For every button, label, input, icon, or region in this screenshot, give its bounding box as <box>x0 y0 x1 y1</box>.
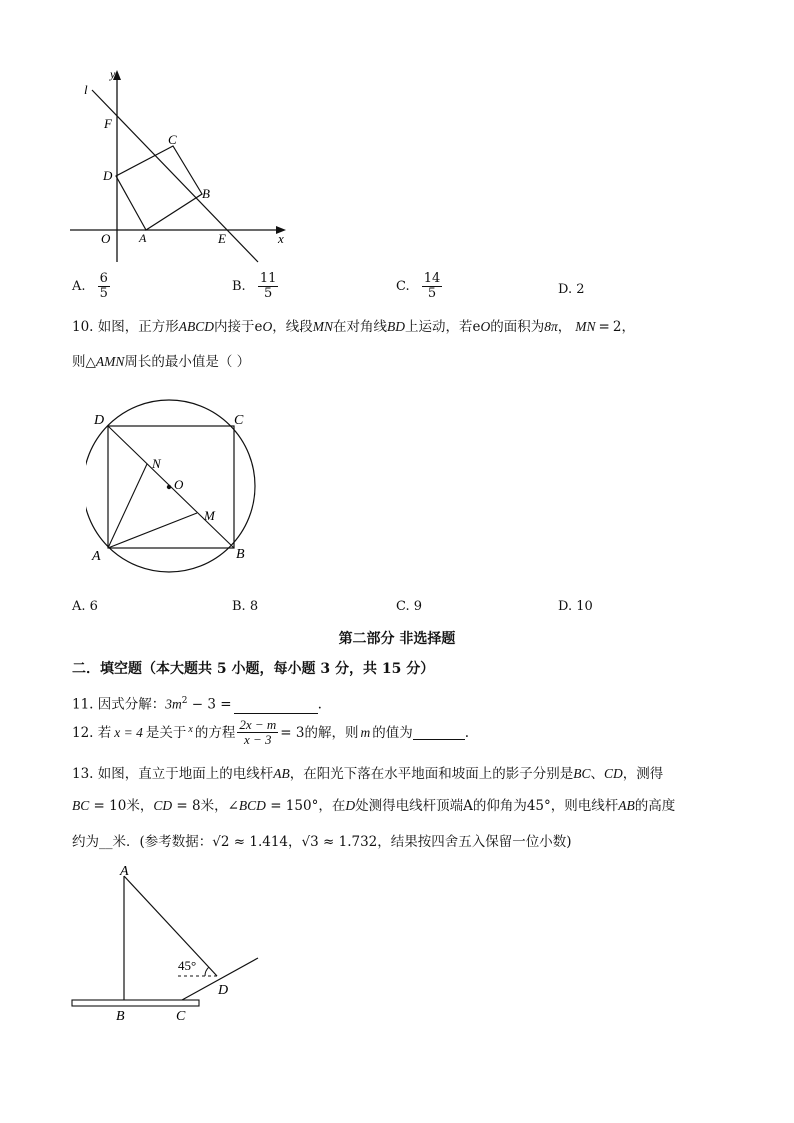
q10-math: O <box>262 319 273 334</box>
part2-title: 第二部分 非选择题 <box>338 631 456 647</box>
q13-text: ，测得 <box>622 766 664 782</box>
q13-text: 13. 如图，直立于地面上的电线杆 <box>72 766 274 782</box>
option-fraction <box>98 272 110 301</box>
label-O: O <box>101 231 111 246</box>
q13-math: CD <box>604 766 623 781</box>
label-E: E <box>218 231 226 246</box>
q10-line1 <box>72 318 635 336</box>
q13-line3 <box>72 833 572 851</box>
q12-text: 12. 若 <box>72 724 112 741</box>
q12-text: 的解，则 <box>304 724 359 741</box>
q13-text: ，在阳光下落在水平地面和坡面上的影子分别是 <box>289 766 574 782</box>
frac-num: 14 <box>423 271 441 286</box>
frac-den: x − 3 <box>244 732 272 747</box>
q13-math: AB <box>273 766 290 781</box>
label-x: x <box>278 231 284 246</box>
q12-math: = 3 <box>280 724 305 741</box>
option-letter: A. <box>72 279 86 294</box>
q13-math: BC <box>573 766 591 781</box>
q13-text: 处测得电线杆顶端A的仰角为 <box>355 798 527 814</box>
q10-math: ABCD <box>178 319 215 334</box>
q9-option-b[interactable] <box>232 272 280 301</box>
q11-math-sup: 2 <box>181 696 188 706</box>
q10-text: 上运动，若 <box>405 319 473 335</box>
q13-math: CD <box>153 798 173 813</box>
q13-math: √3 ≈ 1.732 <box>301 834 378 850</box>
label-B: B <box>116 1009 125 1022</box>
q10-math: O <box>480 319 491 334</box>
label-C: C <box>234 413 244 428</box>
q11-text: . <box>317 696 322 713</box>
q13-line1 <box>72 765 663 783</box>
q13-text: 、 <box>590 766 605 782</box>
center-point <box>167 485 171 489</box>
q12-text: 的方程 <box>194 724 236 741</box>
q13-math: AB <box>618 798 635 813</box>
q13-math: = 150° <box>265 798 319 814</box>
q12-line <box>72 718 469 747</box>
q10-text: 则 <box>72 354 86 370</box>
frac-num: 2x − m <box>239 717 277 732</box>
option-value: 2 <box>576 282 585 297</box>
q9-option-c[interactable] <box>396 272 444 301</box>
option-fraction <box>422 272 443 301</box>
option-letter: C. <box>396 599 410 614</box>
label-A: A <box>92 549 101 564</box>
label-A: A <box>139 231 147 245</box>
frac-den: 5 <box>427 286 437 301</box>
q13-figure <box>66 862 266 1022</box>
label-C: C <box>168 132 177 147</box>
q12-math: x <box>188 723 193 735</box>
q10-math: MN <box>312 319 334 334</box>
frac-den: 5 <box>99 286 108 301</box>
label-C: C <box>176 1009 186 1022</box>
label-N: N <box>152 456 161 471</box>
q10-text: 内接于 <box>214 319 255 335</box>
q13-math: ∠BCD <box>227 798 266 813</box>
q10-math: = <box>598 319 610 335</box>
q10-text: 在对角线 <box>333 319 388 335</box>
ray-ad <box>124 876 217 976</box>
q11-text: 11. 因式分解： <box>72 696 166 713</box>
q10-text: 10. 如图，正方形 <box>72 319 179 335</box>
option-letter: D. <box>558 599 573 614</box>
q11-line <box>72 692 322 714</box>
angle-arc <box>205 967 209 976</box>
q10-math: 8π <box>544 319 558 334</box>
q12-math: m <box>360 724 371 740</box>
label-D: D <box>218 983 229 998</box>
option-letter: B. <box>232 599 246 614</box>
label-y: y <box>110 67 116 81</box>
label-l: l <box>84 82 88 97</box>
q9-option-d[interactable] <box>558 281 585 299</box>
q10-text: 的面积为 <box>490 319 545 335</box>
q13-math: = 8 <box>172 798 201 814</box>
q13-text: ， <box>288 834 302 850</box>
q13-math: BC <box>72 798 90 813</box>
q13-text: ，结果按四舍五入保留一位小数) <box>377 834 572 850</box>
label-D: D <box>103 168 113 183</box>
option-letter: D. <box>558 282 573 297</box>
q12-fraction <box>237 718 278 747</box>
q10-math: △AMN <box>85 354 125 369</box>
label-B: B <box>202 186 210 201</box>
q10-math: MN <box>575 319 596 334</box>
label-angle: 45° <box>178 958 197 973</box>
q13-text: 米， <box>200 798 228 814</box>
q10-figure <box>86 396 276 586</box>
label-B: B <box>236 547 245 562</box>
ground <box>72 1000 199 1006</box>
q12-text: . <box>464 724 470 741</box>
q13-text: ，在 <box>318 798 346 814</box>
label-M: M <box>204 508 215 523</box>
q13-math: 45° <box>526 798 551 814</box>
q10-option-b[interactable] <box>232 598 258 616</box>
option-fraction <box>258 272 279 301</box>
q11-math: 3m <box>165 696 182 712</box>
q12-text: 的值为 <box>372 724 413 741</box>
q13-math: = 10 <box>89 798 127 814</box>
q10-math: e <box>254 319 263 335</box>
section-title: 二．填空题（本大题共 5 小题，每小题 3 分，共 15 分） <box>72 661 435 677</box>
q10-option-c[interactable] <box>396 598 422 616</box>
q10-math: e <box>472 319 481 335</box>
frac-num: 6 <box>99 271 108 286</box>
q10-option-a[interactable] <box>72 598 98 616</box>
option-value: 8 <box>249 599 259 614</box>
q12-text: 是关于 <box>145 724 187 741</box>
option-letter: C. <box>396 279 410 294</box>
label-A: A <box>120 864 129 879</box>
q10-line2 <box>72 353 250 371</box>
q9-figure <box>60 62 300 272</box>
option-value: 10 <box>576 599 593 614</box>
q10-math: 2 <box>612 319 622 335</box>
label-F: F <box>104 116 112 131</box>
q12-math: x = 4 <box>114 724 143 740</box>
q13-text: ，则电线杆 <box>550 798 619 814</box>
q13-text: 米， <box>126 798 154 814</box>
frac-num: 11 <box>259 271 277 286</box>
q13-text: 的高度 <box>634 798 676 814</box>
q13-text: 约为__米．(参考数据： <box>72 834 213 850</box>
q13-line2 <box>72 797 675 815</box>
q11-answer-blank[interactable] <box>234 699 318 714</box>
label-O: O <box>174 477 184 492</box>
q13-math: D <box>345 798 356 813</box>
option-value: 9 <box>413 599 423 614</box>
q10-text: ， <box>557 319 572 335</box>
option-letter: A. <box>72 599 86 614</box>
q9-option-a[interactable] <box>72 272 112 301</box>
frac-den: 5 <box>263 286 273 301</box>
q10-text: ， <box>621 319 635 335</box>
option-letter: B. <box>232 279 246 294</box>
option-value: 6 <box>89 599 98 614</box>
q11-math: − 3 = <box>187 696 232 713</box>
q10-text: 周长的最小值是（ ） <box>124 354 251 370</box>
q10-option-d[interactable] <box>558 598 593 616</box>
q10-text: ，线段 <box>272 319 313 335</box>
q12-answer-blank[interactable] <box>413 725 465 740</box>
q13-math: √2 ≈ 1.414 <box>212 834 289 850</box>
q10-math: BD <box>387 319 406 334</box>
label-D: D <box>94 413 105 428</box>
